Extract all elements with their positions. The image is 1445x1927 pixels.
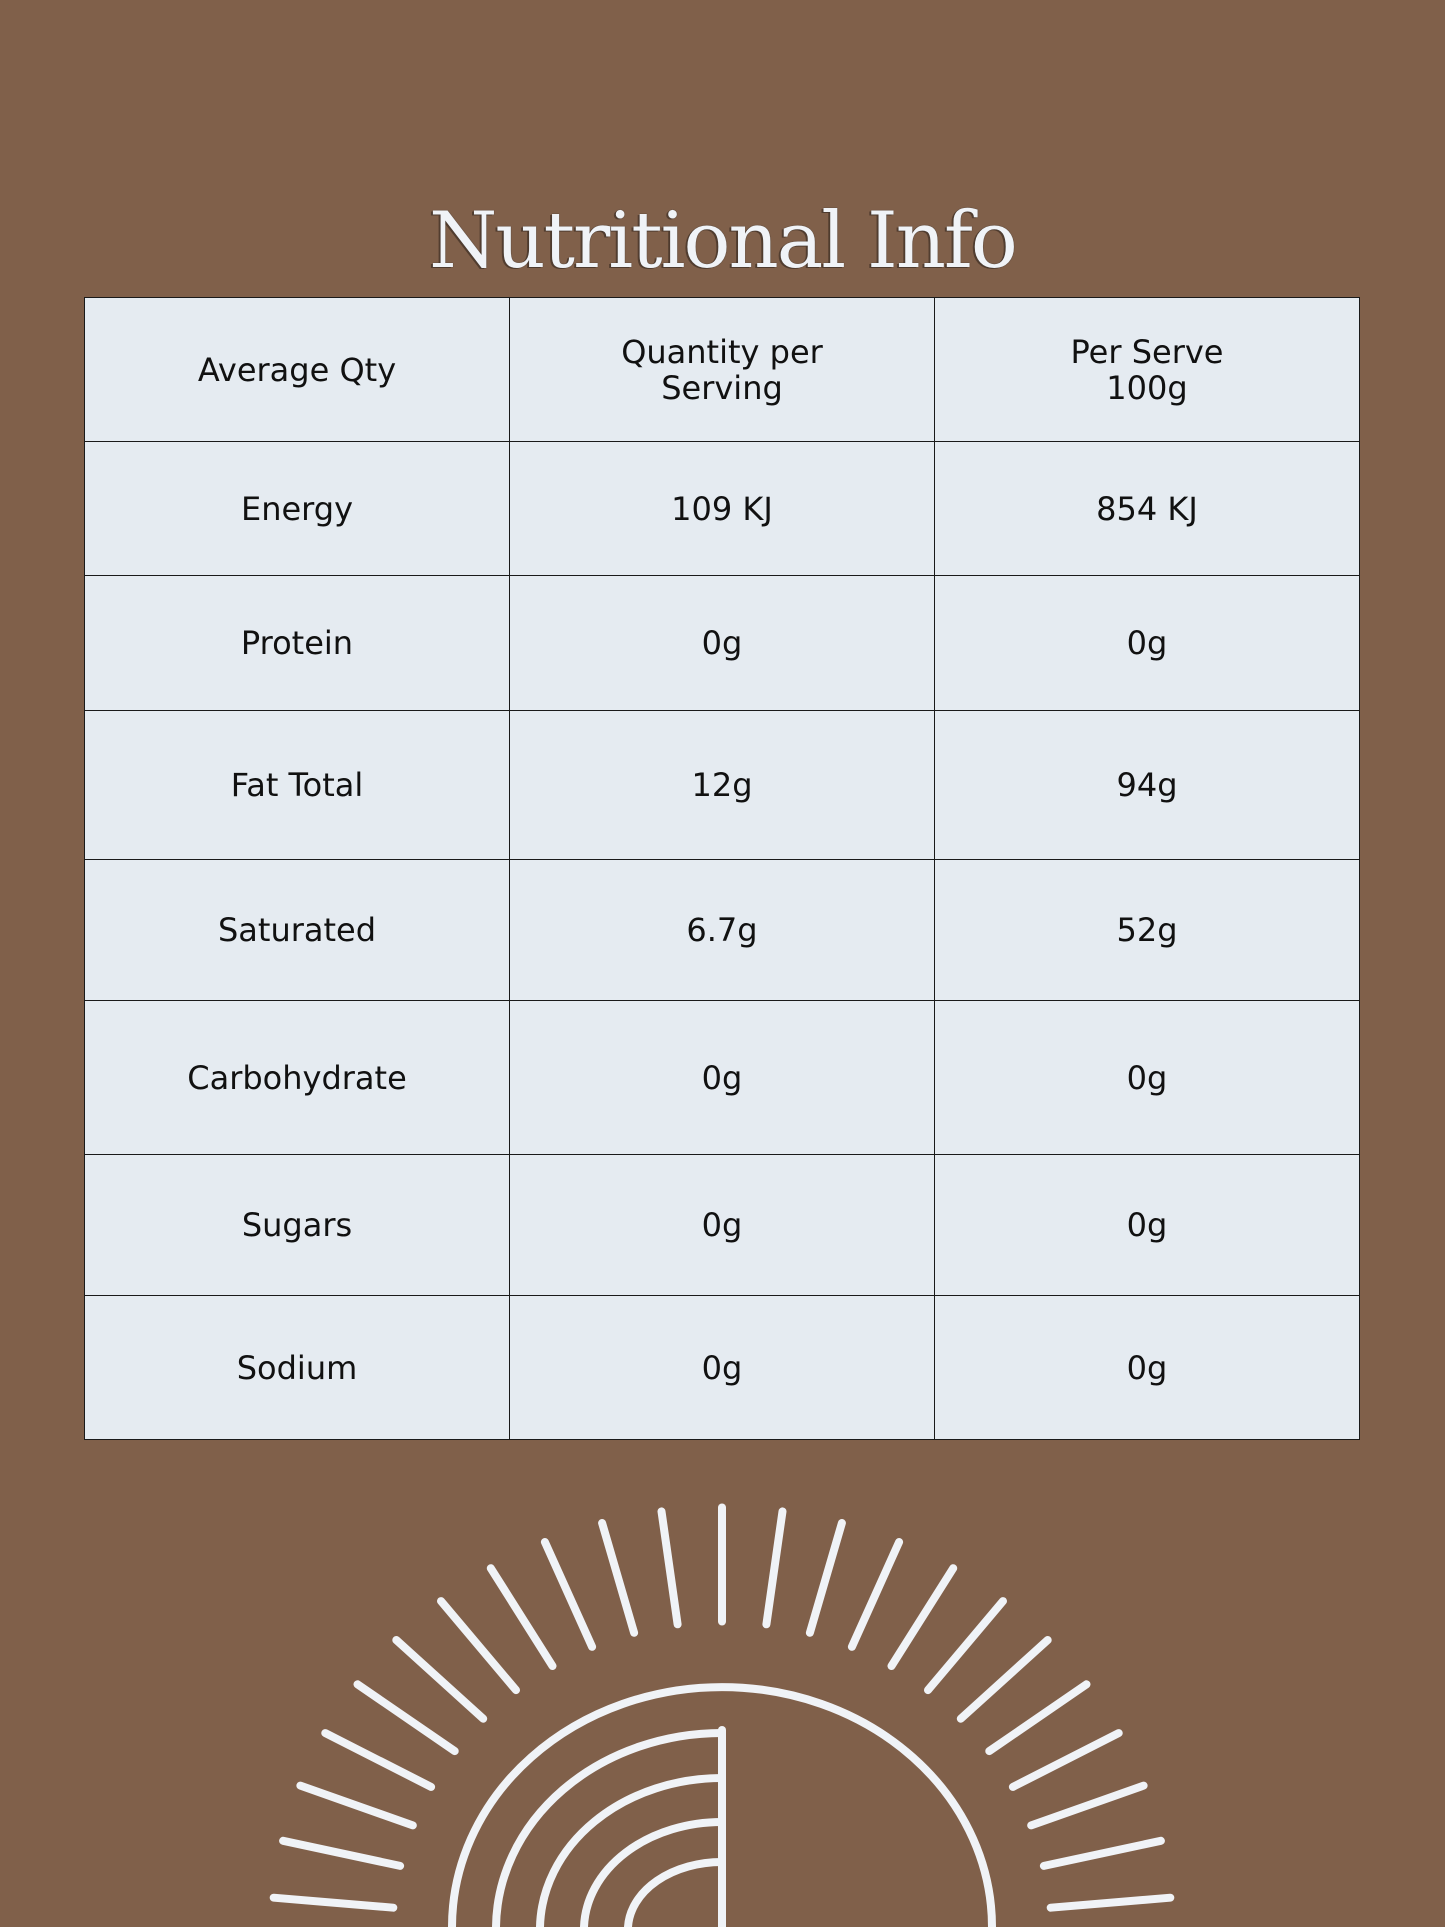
per-100g: 94g [935, 711, 1360, 860]
sunrise-rays-icon [0, 1440, 1445, 1927]
sun-ray [1031, 1786, 1143, 1826]
sun-ray [325, 1733, 431, 1787]
sun-ray [810, 1523, 842, 1633]
table-header-row [85, 298, 1360, 442]
per-100g: 0g [935, 576, 1360, 711]
nutrition-table [84, 297, 1360, 1440]
header-quantity-per-serving: Quantity per Serving [510, 298, 935, 442]
sun-ray [396, 1640, 483, 1719]
per-100g: 854 KJ [935, 442, 1360, 576]
nutrient-name: Carbohydrate [85, 1001, 510, 1155]
sun-ray [928, 1601, 1003, 1690]
sun-ray [892, 1568, 954, 1666]
quantity-per-serving: 12g [510, 711, 935, 860]
sun-ray [852, 1542, 899, 1647]
per-100g: 0g [935, 1001, 1360, 1155]
quantity-per-serving: 109 KJ [510, 442, 935, 576]
sun-ray [358, 1684, 455, 1751]
nutrient-name: Saturated [85, 860, 510, 1001]
quantity-per-serving: 0g [510, 1155, 935, 1296]
sun-ray [766, 1511, 782, 1624]
table-row [85, 711, 1360, 860]
sun-ray [1013, 1733, 1119, 1787]
per-100g: 0g [935, 1296, 1360, 1440]
sun-ray [300, 1786, 412, 1826]
header-per-serve-100g: Per Serve 100g [935, 298, 1360, 442]
header-average-qty: Average Qty [85, 298, 510, 442]
sun-ray [1044, 1841, 1161, 1866]
sun-ray [491, 1568, 553, 1666]
sun-arcs [452, 1687, 992, 1927]
sun-ray [662, 1511, 678, 1624]
quantity-per-serving: 6.7g [510, 860, 935, 1001]
sun-ray [283, 1841, 400, 1866]
sun-ray [441, 1601, 516, 1690]
nutrient-name: Energy [85, 442, 510, 576]
quantity-per-serving: 0g [510, 576, 935, 711]
quantity-per-serving: 0g [510, 1296, 935, 1440]
sun-ray [602, 1523, 634, 1633]
nutrient-name: Fat Total [85, 711, 510, 860]
table-row [85, 1155, 1360, 1296]
nutrient-name: Sugars [85, 1155, 510, 1296]
table-row [85, 1296, 1360, 1440]
page-title: Nutritional Info [429, 196, 1016, 286]
quantity-per-serving: 0g [510, 1001, 935, 1155]
sun-ray [545, 1542, 592, 1647]
table-row [85, 860, 1360, 1001]
table-row [85, 442, 1360, 576]
per-100g: 0g [935, 1155, 1360, 1296]
table-row [85, 576, 1360, 711]
sun-ray [961, 1640, 1048, 1719]
nutrient-name: Sodium [85, 1296, 510, 1440]
sun-ray [274, 1898, 394, 1908]
nutrient-name: Protein [85, 576, 510, 711]
sun-ray [989, 1684, 1086, 1751]
per-100g: 52g [935, 860, 1360, 1001]
sun-ray [1051, 1898, 1171, 1908]
table-row [85, 1001, 1360, 1155]
